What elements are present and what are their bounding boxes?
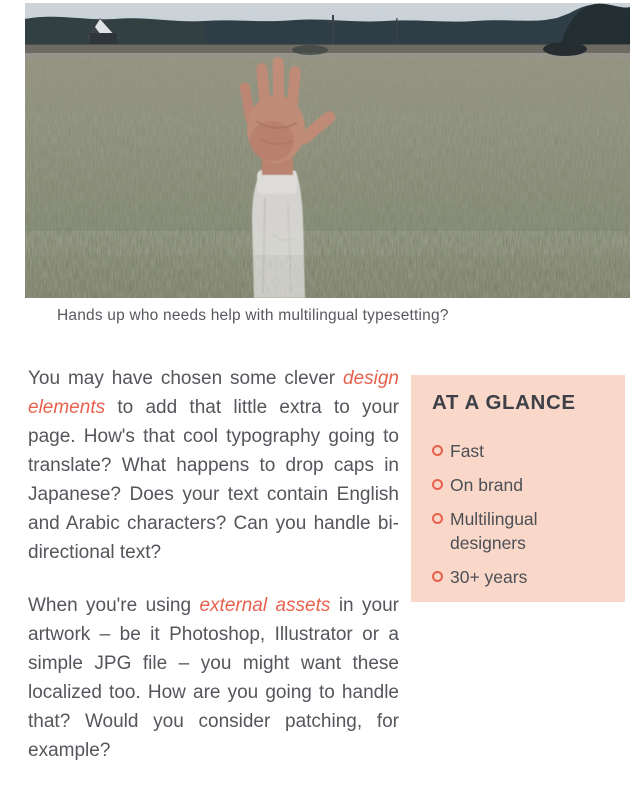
glance-item-label: Multilingual designers: [450, 509, 538, 553]
circle-bullet-icon: [432, 513, 443, 524]
distant-vehicle: [543, 42, 587, 56]
paragraph-2-text: in your artwork – be it Photoshop, Illustrator or a simple JPG file – you might want these localized too. How are you going to handle that? Would you consider patching, for example?: [28, 595, 399, 761]
photo-caption: Hands up who needs help with multilingual typesetting?: [57, 307, 449, 324]
glance-item-fast: [432, 439, 611, 463]
design-elements-link[interactable]: design elements: [28, 368, 399, 418]
circle-bullet-icon: [432, 445, 443, 456]
circle-bullet-icon: [432, 479, 443, 490]
glance-item-label: On brand: [450, 475, 523, 495]
glance-list: [432, 439, 611, 589]
glance-item-label: 30+ years: [450, 567, 528, 587]
circle-bullet-icon: [432, 571, 443, 582]
paragraph-1: [28, 364, 399, 567]
at-a-glance-title: AT A GLANCE: [432, 391, 576, 414]
paragraph-1-text: to add that little extra to your page. How's that cool typography going to translate? What happens to drop caps in Japanese? Does your text contain English and Arabic characters? Can you handle bi-directional text?: [28, 397, 399, 563]
hero-photo: [25, 3, 630, 298]
article-text: [28, 364, 399, 789]
paragraph-1-text: You may have chosen some clever: [28, 368, 343, 389]
distant-bush: [292, 45, 328, 55]
glance-item-multilingual-designers: [432, 507, 611, 555]
at-a-glance-box: [411, 375, 625, 602]
glance-item-label: Fast: [450, 441, 485, 461]
glance-item-on-brand: [432, 473, 611, 497]
paragraph-2-text: When you're using: [28, 595, 200, 616]
paragraph-2: [28, 591, 399, 765]
glance-item-30-plus-years: [432, 565, 611, 589]
field-photo-illustration: [25, 3, 630, 298]
external-assets-link[interactable]: external assets: [199, 595, 331, 616]
